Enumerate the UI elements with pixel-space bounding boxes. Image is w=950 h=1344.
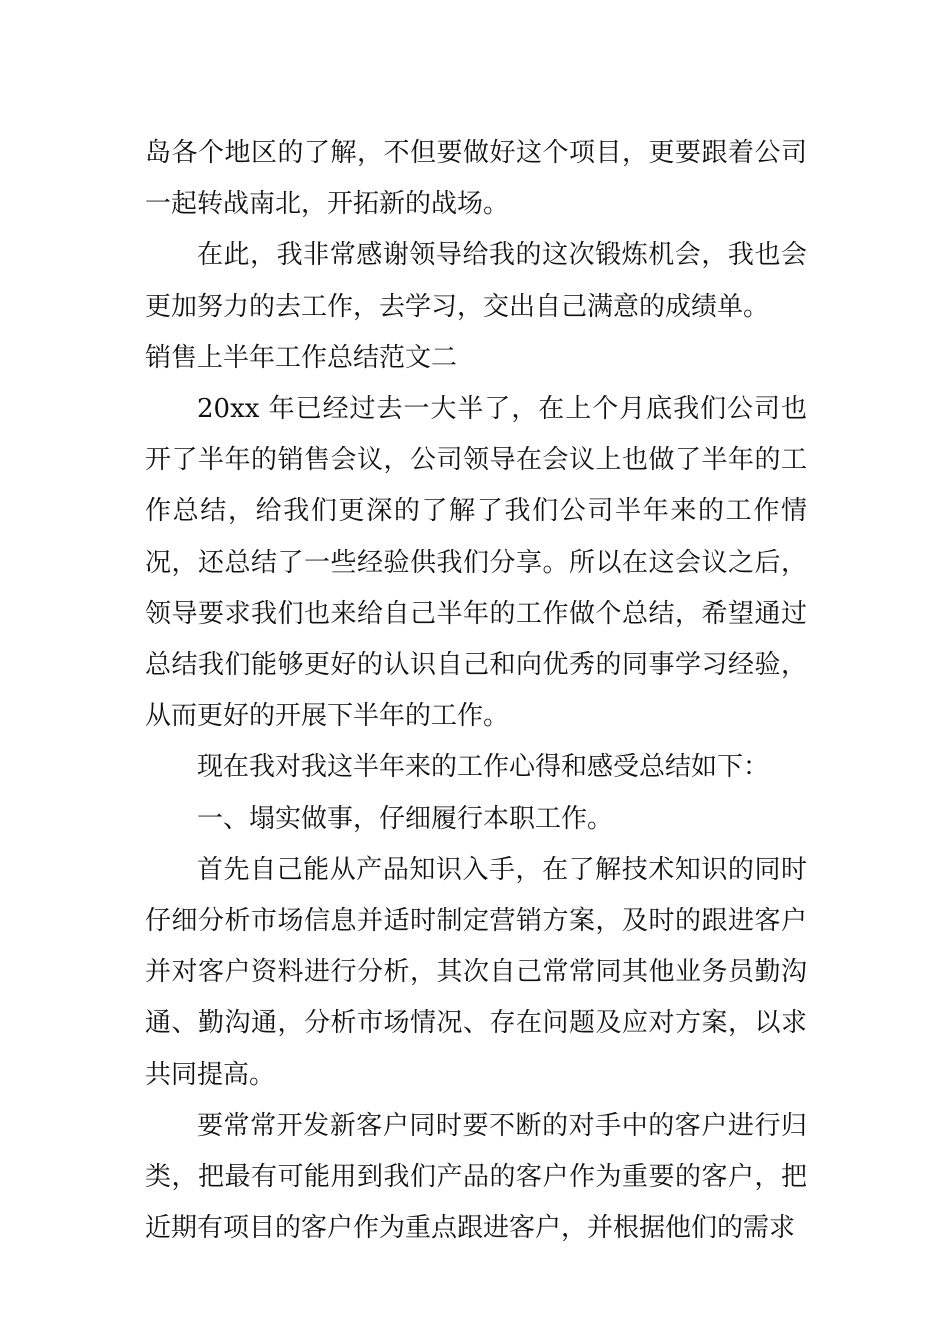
paragraph-new-customers: 要常常开发新客户同时要不断的对手中的客户进行归类，把最有可能用到我们产品的客户作为重要的客户，把近期有项目的客户作为重点跟进客户，并根据他们的需求 [145, 1110, 807, 1244]
paragraph-intro: 20xx 年已经过去一大半了，在上个月底我们公司也开了半年的销售会议，公司领导在会议上也做了半年的工作总结，给我们更深的了解了我们公司半年来的工作情况，还总结了一些经验供我们分享。所以在这会议之后，领导要求我们也来给自己半年的工作做个总结，希望通过总结我们能够更好的认识自己和向优秀的同事学习经验，从而更好的开展下半年的工作。 [145, 394, 807, 732]
paragraph-thanks: 在此，我非常感谢领导给我的这次锻炼机会，我也会更加努力的去工作，去学习，交出自己满意的成绩单。 [145, 240, 807, 322]
paragraph-continuation: 岛各个地区的了解，不但要做好这个项目，更要跟着公司一起转战南北，开拓新的战场。 [145, 138, 807, 220]
document-body [145, 128, 807, 1254]
subheading-point-one: 一、塌实做事，仔细履行本职工作。 [197, 803, 614, 834]
section-heading: 销售上半年工作总结范文二 [145, 342, 458, 373]
paragraph-product-knowledge: 首先自己能从产品知识入手，在了解技术知识的同时仔细分析市场信息并适时制定营销方案，及时的跟进客户并对客户资料进行分析，其次自己常常同其他业务员勤沟通、勤沟通，分析市场情况、存在问题及应对方案，以求共同提高。 [145, 854, 807, 1090]
paragraph-summary-lead: 现在我对我这半年来的工作心得和感受总结如下： [197, 752, 770, 783]
